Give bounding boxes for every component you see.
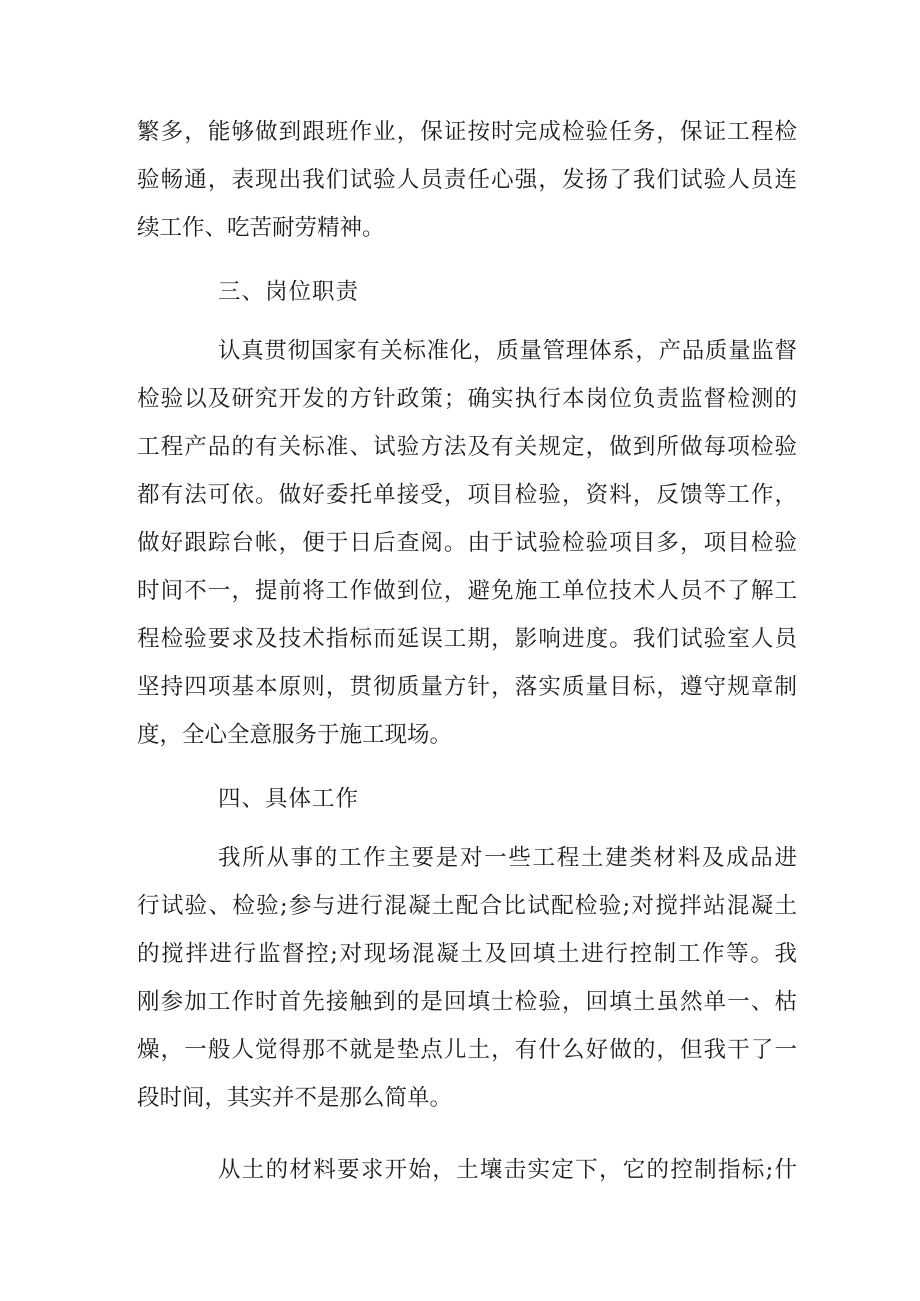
- body-text-line: 段时间，其实并不是那么简单。: [137, 1085, 453, 1111]
- body-text-line: 验畅通，表现出我们试验人员责任心强，发扬了我们试验人员连: [137, 167, 797, 193]
- body-text-line: 认真贯彻国家有关标准化，质量管理体系，产品质量监督: [218, 338, 797, 364]
- body-text-line: 都有法可依。做好委托单接受，项目检验，资料，反馈等工作，: [137, 482, 797, 508]
- body-text-line: 我所从事的工作主要是对一些工程土建类材料及成品进: [218, 845, 797, 871]
- body-text-line: 的搅拌进行监督控;对现场混凝土及回填土进行控制工作等。我: [137, 941, 797, 967]
- body-text-line: 繁多，能够做到跟班作业，保证按时完成检验任务，保证工程检: [137, 119, 797, 145]
- body-text-line: 度，全心全意服务于施工现场。: [137, 722, 453, 748]
- section-heading-duties: 三、岗位职责: [218, 279, 360, 305]
- body-text-line: 检验以及研究开发的方针政策；确实执行本岗位负责监督检测的: [137, 386, 797, 412]
- body-text-line: 续工作、吃苦耐劳精神。: [137, 215, 385, 241]
- body-text-line: 工程产品的有关标准、试验方法及有关规定，做到所做每项检验: [137, 434, 797, 460]
- body-text-line: 行试验、检验;参与进行混凝土配合比试配检验;对搅拌站混凝土: [137, 893, 797, 919]
- body-text-line: 刚参加工作时首先接触到的是回填士检验，回填土虽然单一、枯: [137, 989, 797, 1015]
- body-text-line: 坚持四项基本原则，贯彻质量方针，落实质量目标，遵守规章制: [137, 674, 797, 700]
- body-text-line: 时间不一，提前将工作做到位，避免施工单位技术人员不了解工: [137, 578, 797, 604]
- body-text-line: 做好跟踪台帐，便于日后查阅。由于试验检验项目多，项目检验: [137, 530, 797, 556]
- body-text-line: 从土的材料要求开始，土壤击实定下，它的控制指标;什: [218, 1157, 797, 1183]
- body-text-line: 燥，一般人觉得那不就是垫点儿土，有什么好做的，但我干了一: [137, 1037, 797, 1063]
- section-heading-specific-work: 四、具体工作: [218, 786, 360, 812]
- body-text-line: 程检验要求及技术指标而延误工期，影响进度。我们试验室人员: [137, 626, 797, 652]
